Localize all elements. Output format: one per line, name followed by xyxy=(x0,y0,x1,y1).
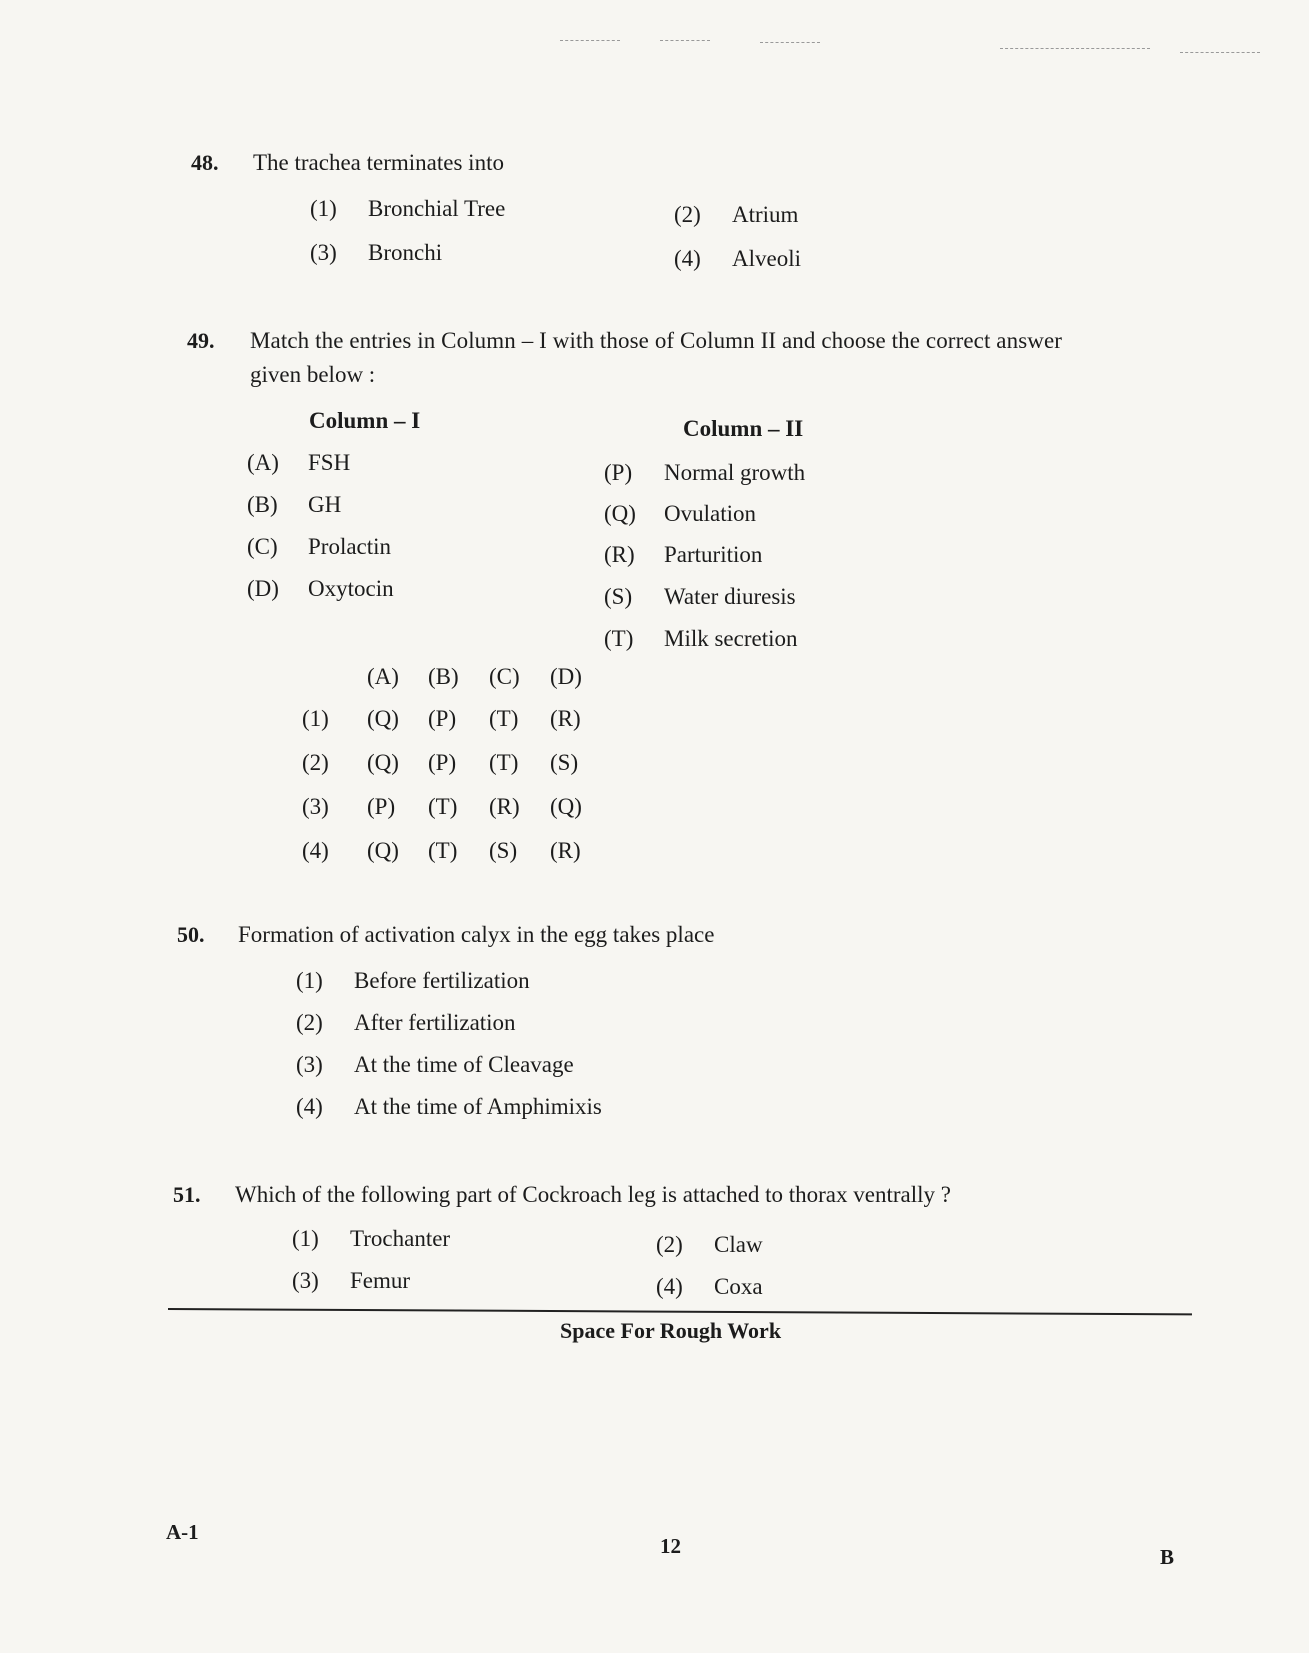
column-2-item: Normal growth xyxy=(664,460,806,485)
option-label: (4) xyxy=(296,1094,323,1119)
option-text: Trochanter xyxy=(350,1226,451,1251)
question-text: Which of the following part of Cockroach leg is attached to thorax ventrally ? xyxy=(235,1182,951,1207)
option-text: Alveoli xyxy=(732,246,801,271)
answer-cell: (T) xyxy=(428,794,458,819)
divider-line xyxy=(168,1308,1192,1315)
option-text: Bronchi xyxy=(368,240,443,265)
option-label: (2) xyxy=(656,1232,683,1257)
answer-cell: (S) xyxy=(550,750,579,775)
option-label: (1) xyxy=(296,968,323,993)
scan-mark xyxy=(1180,52,1260,54)
answer-cell: (T) xyxy=(489,706,519,731)
answer-header: (A) xyxy=(367,664,399,689)
question-number: 49. xyxy=(187,328,215,353)
answer-header: (B) xyxy=(428,664,459,689)
column-1-label: (B) xyxy=(247,492,278,517)
answer-cell: (R) xyxy=(489,794,520,819)
series-code: B xyxy=(1160,1545,1175,1569)
option-text: Atrium xyxy=(732,202,799,227)
question-number: 48. xyxy=(191,150,219,175)
column-1-label: (C) xyxy=(247,534,278,559)
answer-option-label: (1) xyxy=(302,706,329,731)
answer-cell: (P) xyxy=(428,706,457,731)
option-label: (3) xyxy=(296,1052,323,1077)
answer-header: (D) xyxy=(550,664,582,689)
option-text: Bronchial Tree xyxy=(368,196,506,221)
answer-option-label: (4) xyxy=(302,838,329,863)
option-text: Before fertilization xyxy=(354,968,530,993)
column-1-item: Prolactin xyxy=(308,534,392,559)
question-number: 51. xyxy=(173,1182,201,1207)
answer-cell: (R) xyxy=(550,838,581,863)
option-label: (1) xyxy=(310,196,337,221)
column-2-label: (P) xyxy=(604,460,633,485)
answer-header: (C) xyxy=(489,664,520,689)
column-2-header: Column – II xyxy=(683,416,804,441)
answer-cell: (Q) xyxy=(367,750,399,775)
column-1-label: (D) xyxy=(247,576,279,601)
answer-cell: (T) xyxy=(489,750,519,775)
answer-cell: (P) xyxy=(428,750,457,775)
option-label: (3) xyxy=(292,1268,319,1293)
option-label: (4) xyxy=(674,246,701,271)
page-number: 12 xyxy=(660,1534,681,1558)
option-label: (2) xyxy=(296,1010,323,1035)
option-text: Claw xyxy=(714,1232,763,1257)
answer-cell: (Q) xyxy=(550,794,582,819)
option-label: (1) xyxy=(292,1226,319,1251)
question-text: given below : xyxy=(250,362,376,387)
option-text: Coxa xyxy=(714,1274,763,1299)
answer-cell: (S) xyxy=(489,838,518,863)
scan-mark xyxy=(1000,48,1150,50)
footer-code: A-1 xyxy=(166,1520,199,1544)
option-label: (2) xyxy=(674,202,701,227)
answer-cell: (Q) xyxy=(367,706,399,731)
scan-mark xyxy=(560,40,620,42)
question-text: Formation of activation calyx in the egg takes place xyxy=(238,922,715,947)
column-1-item: GH xyxy=(308,492,342,517)
column-2-item: Water diuresis xyxy=(664,584,796,609)
column-1-item: FSH xyxy=(308,450,351,475)
column-2-item: Ovulation xyxy=(664,501,756,526)
option-label: (4) xyxy=(656,1274,683,1299)
answer-cell: (Q) xyxy=(367,838,399,863)
column-1-header: Column – I xyxy=(309,408,421,433)
answer-cell: (R) xyxy=(550,706,581,731)
scan-mark xyxy=(760,42,820,44)
column-2-item: Parturition xyxy=(664,542,763,567)
option-label: (3) xyxy=(310,240,337,265)
rough-work-label: Space For Rough Work xyxy=(560,1318,782,1343)
column-2-item: Milk secretion xyxy=(664,626,798,651)
question-text: Match the entries in Column – I with those of Column II and choose the correct answer xyxy=(250,328,1063,353)
column-2-label: (S) xyxy=(604,584,633,609)
scan-mark xyxy=(660,40,710,42)
column-1-item: Oxytocin xyxy=(308,576,394,601)
option-text: At the time of Amphimixis xyxy=(354,1094,602,1119)
column-2-label: (T) xyxy=(604,626,634,651)
column-2-label: (R) xyxy=(604,542,635,567)
question-number: 50. xyxy=(177,922,205,947)
answer-option-label: (2) xyxy=(302,750,329,775)
column-2-label: (Q) xyxy=(604,501,636,526)
answer-cell: (P) xyxy=(367,794,396,819)
option-text: After fertilization xyxy=(354,1010,516,1035)
column-1-label: (A) xyxy=(247,450,279,475)
answer-cell: (T) xyxy=(428,838,458,863)
option-text: At the time of Cleavage xyxy=(354,1052,574,1077)
option-text: Femur xyxy=(350,1268,411,1293)
answer-option-label: (3) xyxy=(302,794,329,819)
question-text: The trachea terminates into xyxy=(253,150,504,175)
